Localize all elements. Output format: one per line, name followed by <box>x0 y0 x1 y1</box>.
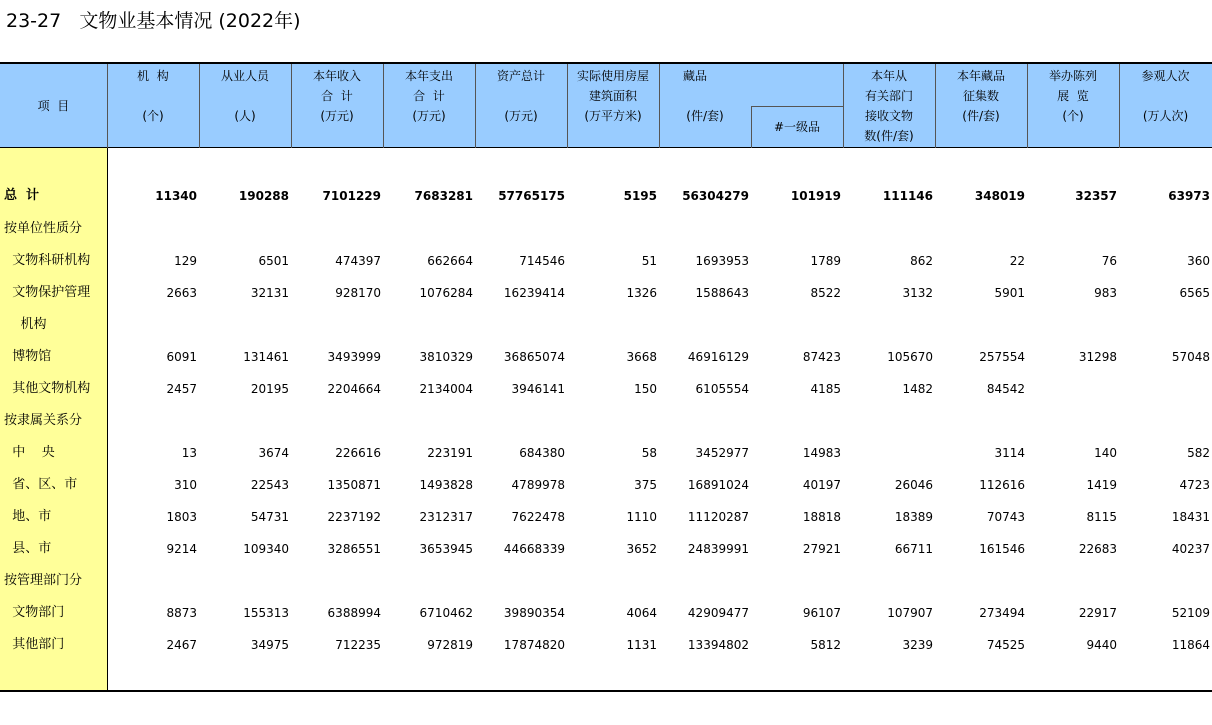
column-header: 举办陈列 <box>1048 69 1097 83</box>
table-cell: 16891024 <box>687 478 749 492</box>
table-cell: 4789978 <box>511 478 565 492</box>
table-cell: 3946141 <box>511 382 565 396</box>
column-header: 参观人次 <box>1141 69 1190 83</box>
table-cell: 3493999 <box>327 350 381 364</box>
table-cell: 52109 <box>1171 606 1210 620</box>
row-label: 机构 <box>4 317 47 332</box>
table-cell: 4185 <box>810 382 841 396</box>
table-cell: 226616 <box>335 446 381 460</box>
table-cell: 474397 <box>335 254 381 268</box>
table-cell: 6105554 <box>695 382 749 396</box>
table-cell: 14983 <box>802 446 841 460</box>
table-cell: 3674 <box>258 446 289 460</box>
row-label: 文物部门 <box>4 605 65 620</box>
table-cell: 712235 <box>335 638 381 652</box>
table-cell: 1493828 <box>419 478 473 492</box>
table-cell: 714546 <box>519 254 565 268</box>
column-header: (件/套) <box>962 109 1000 123</box>
table-cell: 105670 <box>887 350 933 364</box>
table-cell: 928170 <box>335 286 381 300</box>
table-cell: 109340 <box>243 542 289 556</box>
table-cell: 161546 <box>979 542 1025 556</box>
column-header: 合 计 <box>413 89 445 103</box>
table-cell: 11864 <box>1171 638 1210 652</box>
column-header: (万平方米) <box>584 109 642 123</box>
table-cell: 111146 <box>882 189 933 203</box>
row-label: 按单位性质分 <box>4 221 83 236</box>
row-label: 其他文物机构 <box>4 381 91 396</box>
table-cell: 129 <box>174 254 197 268</box>
table-cell: 140 <box>1094 446 1117 460</box>
table-cell: 2457 <box>166 382 197 396</box>
table-cell: 4723 <box>1179 478 1210 492</box>
row-label: 县、市 <box>4 541 52 556</box>
table-cell: 18389 <box>894 510 933 524</box>
table-cell: 6565 <box>1179 286 1210 300</box>
table-cell: 17874820 <box>503 638 565 652</box>
table-cell: 3239 <box>902 638 933 652</box>
table-cell: 44668339 <box>503 542 565 556</box>
column-header: 数(件/套) <box>864 129 914 143</box>
table-title: 23-27 文物业基本情况 (2022年) <box>6 10 301 32</box>
table-cell: 131461 <box>243 350 289 364</box>
table-cell: 18431 <box>1171 510 1210 524</box>
table-cell: 1789 <box>810 254 841 268</box>
table-cell: 39890354 <box>503 606 565 620</box>
table-cell: 57048 <box>1171 350 1210 364</box>
table-cell: 3286551 <box>327 542 381 556</box>
table-cell: 7101229 <box>322 189 381 203</box>
table-cell: 3653945 <box>419 542 473 556</box>
table-cell: 8873 <box>166 606 197 620</box>
table-cell: 1419 <box>1086 478 1117 492</box>
column-header: (件/套) <box>686 109 724 123</box>
table-cell: 22543 <box>250 478 289 492</box>
table-cell: 1803 <box>166 510 197 524</box>
table-cell: 5195 <box>623 189 657 203</box>
column-header: 资产总计 <box>496 69 545 83</box>
table-cell: 190288 <box>238 189 289 203</box>
table-cell: 4064 <box>626 606 657 620</box>
table-cell: 684380 <box>519 446 565 460</box>
table-cell: 1326 <box>626 286 657 300</box>
table-cell: 51 <box>641 254 657 268</box>
table-cell: 972819 <box>427 638 473 652</box>
table-cell: 2312317 <box>419 510 473 524</box>
table-cell: 11340 <box>155 189 197 203</box>
table-cell: 20195 <box>250 382 289 396</box>
table-cell: 58 <box>641 446 657 460</box>
table-cell: 9440 <box>1086 638 1117 652</box>
table-cell: 9214 <box>166 542 197 556</box>
table-cell: 70743 <box>986 510 1025 524</box>
table-cell: 84542 <box>986 382 1025 396</box>
column-header: 合 计 <box>321 89 353 103</box>
table-cell: 96107 <box>802 606 841 620</box>
column-header: (万元) <box>504 109 538 123</box>
table-cell: 2204664 <box>327 382 381 396</box>
row-label: 地、市 <box>4 509 52 524</box>
column-header: 本年从 <box>870 69 907 83</box>
table-cell: 76 <box>1101 254 1117 268</box>
table-cell: 24839991 <box>687 542 749 556</box>
table-cell: 26046 <box>894 478 933 492</box>
stub-header: 项 目 <box>37 99 70 113</box>
column-header: 本年支出 <box>404 69 453 83</box>
table-cell: 3452977 <box>695 446 749 460</box>
column-header: (万元) <box>412 109 446 123</box>
column-header: 机 构 <box>137 69 169 83</box>
column-header: 实际使用房屋 <box>576 69 649 83</box>
row-label: 总 计 <box>4 188 40 203</box>
column-header: #一级品 <box>773 120 821 134</box>
row-label: 博物馆 <box>4 349 52 364</box>
table-cell: 32357 <box>1075 189 1117 203</box>
column-header: (万元) <box>320 109 354 123</box>
column-header: (个) <box>1062 109 1084 123</box>
table-cell: 1693953 <box>695 254 749 268</box>
table-cell: 1131 <box>626 638 657 652</box>
column-header: 从业人员 <box>220 69 269 83</box>
column-header: 征集数 <box>962 89 999 103</box>
row-label: 按管理部门分 <box>4 573 83 588</box>
table-cell: 2237192 <box>327 510 381 524</box>
column-header: (人) <box>234 109 256 123</box>
table-cell: 5901 <box>994 286 1025 300</box>
table-cell: 54731 <box>250 510 289 524</box>
table-cell: 22683 <box>1078 542 1117 556</box>
table-cell: 3810329 <box>419 350 473 364</box>
table-cell: 375 <box>634 478 657 492</box>
table-cell: 57765175 <box>498 189 565 203</box>
table-cell: 7622478 <box>511 510 565 524</box>
table-bottom-rule <box>0 690 1212 692</box>
table-cell: 3132 <box>902 286 933 300</box>
row-label: 中 央 <box>4 445 55 460</box>
column-header: 本年收入 <box>312 69 361 83</box>
table-cell: 112616 <box>979 478 1025 492</box>
table-cell: 1076284 <box>419 286 473 300</box>
table-cell: 3114 <box>994 446 1025 460</box>
table-cell: 273494 <box>979 606 1025 620</box>
table-cell: 31298 <box>1078 350 1117 364</box>
table-cell: 7683281 <box>414 189 473 203</box>
table-cell: 2467 <box>166 638 197 652</box>
table-cell: 40237 <box>1171 542 1210 556</box>
table-cell: 223191 <box>427 446 473 460</box>
table-cell: 3652 <box>626 542 657 556</box>
table-cell: 74525 <box>986 638 1025 652</box>
table-cell: 87423 <box>802 350 841 364</box>
table-cell: 36865074 <box>503 350 565 364</box>
table-cell: 1350871 <box>327 478 381 492</box>
column-header: 有关部门 <box>864 89 913 103</box>
column-header: 藏品 <box>682 69 707 83</box>
table-cell: 18818 <box>802 510 841 524</box>
table-cell: 6710462 <box>419 606 473 620</box>
table-cell: 34975 <box>250 638 289 652</box>
table-cell: 13 <box>181 446 197 460</box>
table-cell: 6388994 <box>327 606 381 620</box>
column-header: (个) <box>142 109 164 123</box>
table-cell: 40197 <box>802 478 841 492</box>
table-cell: 983 <box>1094 286 1117 300</box>
table-cell: 13394802 <box>687 638 749 652</box>
column-header: 展 览 <box>1057 89 1089 103</box>
row-label: 文物保护管理 <box>4 285 91 300</box>
table-cell: 150 <box>634 382 657 396</box>
table-cell: 5812 <box>810 638 841 652</box>
table-cell: 22 <box>1009 254 1025 268</box>
table-cell: 155313 <box>243 606 289 620</box>
table-cell: 101919 <box>790 189 841 203</box>
table-cell: 257554 <box>979 350 1025 364</box>
column-header: (万人次) <box>1142 109 1189 123</box>
table-cell: 2663 <box>166 286 197 300</box>
table-cell: 662664 <box>427 254 473 268</box>
table-cell: 3668 <box>626 350 657 364</box>
table-cell: 1588643 <box>695 286 749 300</box>
table-cell: 27921 <box>802 542 841 556</box>
table-cell: 22917 <box>1078 606 1117 620</box>
table-cell: 42909477 <box>687 606 749 620</box>
table-cell: 2134004 <box>419 382 473 396</box>
table-cell: 46916129 <box>687 350 749 364</box>
header-bottom-rule <box>0 147 1212 148</box>
table-cell: 11120287 <box>687 510 749 524</box>
table-cell: 107907 <box>887 606 933 620</box>
row-label: 省、区、市 <box>4 477 78 492</box>
table-cell: 1110 <box>626 510 657 524</box>
header-subdivider <box>751 106 843 107</box>
table-cell: 8115 <box>1086 510 1117 524</box>
table-cell: 6091 <box>166 350 197 364</box>
table-cell: 8522 <box>810 286 841 300</box>
table-cell: 360 <box>1187 254 1210 268</box>
column-header: 接收文物 <box>864 109 913 123</box>
column-header: 建筑面积 <box>588 89 637 103</box>
table-cell: 1482 <box>902 382 933 396</box>
row-label: 其他部门 <box>4 637 65 652</box>
table-cell: 16239414 <box>503 286 565 300</box>
table-cell: 63973 <box>1168 189 1210 203</box>
column-header: 本年藏品 <box>956 69 1005 83</box>
table-cell: 582 <box>1187 446 1210 460</box>
table-cell: 862 <box>910 254 933 268</box>
table-cell: 56304279 <box>682 189 749 203</box>
table-cell: 310 <box>174 478 197 492</box>
row-label: 文物科研机构 <box>4 253 91 268</box>
table-cell: 6501 <box>258 254 289 268</box>
table-cell: 32131 <box>250 286 289 300</box>
table-cell: 66711 <box>894 542 933 556</box>
table-cell: 348019 <box>974 189 1025 203</box>
row-label: 按隶属关系分 <box>4 413 83 428</box>
